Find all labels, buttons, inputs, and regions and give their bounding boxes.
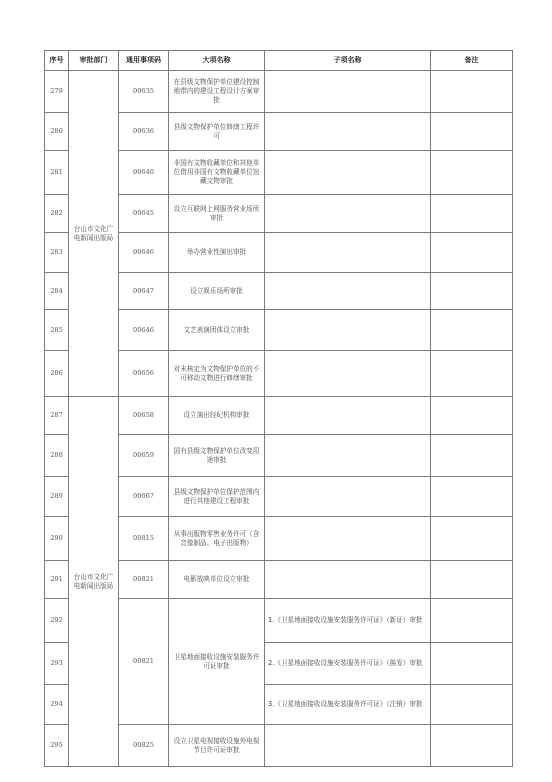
item-cell: 举办营业性演出审批 [169,233,265,273]
note-cell [431,195,513,233]
sub-cell [265,71,431,113]
item-cell: 电影放映单位设立审批 [169,561,265,599]
sub-cell: 3.《卫星地面接收设施安装服务许可证》（注销）审批 [265,685,431,725]
item-cell: 卫星地面接收设施安装服务许可证审批 [169,599,265,725]
code-cell: 00636 [119,113,169,151]
seq-cell: 285 [45,310,69,351]
note-cell [431,599,513,643]
code-cell: 00635 [119,71,169,113]
item-cell: 文艺表演团体设立审批 [169,310,265,351]
note-cell [431,643,513,685]
sub-cell [265,351,431,397]
code-cell: 00647 [119,273,169,310]
sub-cell [265,195,431,233]
sub-cell [265,273,431,310]
seq-cell: 295 [45,725,69,767]
code-cell: 00640 [119,151,169,195]
header-dept: 审批部门 [69,51,119,71]
seq-cell: 281 [45,151,69,195]
note-cell [431,310,513,351]
sub-cell [265,435,431,477]
seq-cell: 292 [45,599,69,643]
sub-cell [265,477,431,517]
seq-cell: 280 [45,113,69,151]
note-cell [431,725,513,767]
header-note: 备注 [431,51,513,71]
item-cell: 非国有文物收藏单位和其他单位借用非国有文物收藏单位馆藏文物审批 [169,151,265,195]
note-cell [431,273,513,310]
code-cell: 00659 [119,435,169,477]
code-cell: 00646 [119,310,169,351]
item-cell: 从事出版物零售业务许可（含音像制品、电子出版物） [169,517,265,561]
note-cell [431,685,513,725]
table-row [45,397,513,435]
table-row [45,71,513,113]
seq-cell: 284 [45,273,69,310]
item-cell: 在县级文物保护单位建设控制地带内的建设工程设计方案审批 [169,71,265,113]
sub-cell [265,517,431,561]
code-cell: 00658 [119,397,169,435]
code-cell: 00646 [119,233,169,273]
sub-cell [265,233,431,273]
sub-cell [265,113,431,151]
code-cell: 00821 [119,561,169,599]
note-cell [431,71,513,113]
code-cell: 00645 [119,195,169,233]
sub-cell [265,310,431,351]
seq-cell: 287 [45,397,69,435]
seq-cell: 289 [45,477,69,517]
item-cell: 设立娱乐场所审批 [169,273,265,310]
code-cell: 00821 [119,599,169,725]
item-cell: 县级文物保护单位修缮工程许可 [169,113,265,151]
note-cell [431,435,513,477]
note-cell [431,113,513,151]
seq-cell: 279 [45,71,69,113]
sub-cell [265,561,431,599]
code-cell: 00825 [119,725,169,767]
sub-cell [265,725,431,767]
note-cell [431,397,513,435]
note-cell [431,517,513,561]
code-cell: 00815 [119,517,169,561]
note-cell [431,151,513,195]
sub-cell: 1.《卫星地面接收设施安装服务许可证》（新证）审批 [265,599,431,643]
code-cell: 00656 [119,351,169,397]
sub-cell: 2.《卫星地面接收设施安装服务许可证》（换发）审批 [265,643,431,685]
header-item: 大项名称 [169,51,265,71]
note-cell [431,351,513,397]
header-seq: 序号 [45,51,69,71]
seq-cell: 290 [45,517,69,561]
seq-cell: 288 [45,435,69,477]
sub-cell [265,151,431,195]
seq-cell: 283 [45,233,69,273]
item-cell: 县级文物保护单位保护范围内进行其他建设工程审批 [169,477,265,517]
item-cell: 设立演出经纪机构审批 [169,397,265,435]
item-cell: 对未核定为文物保护单位的不可移动文物进行修缮审批 [169,351,265,397]
seq-cell: 282 [45,195,69,233]
note-cell [431,233,513,273]
note-cell [431,477,513,517]
approval-items-table [44,50,513,767]
item-cell: 设立卫星电视接收设施外电视节目许可证审批 [169,725,265,767]
item-cell: 设立互联网上网服务营业场所审批 [169,195,265,233]
code-cell: 00667 [119,477,169,517]
seq-cell: 293 [45,643,69,685]
item-cell: 国有县级文物保护单位改变用途审批 [169,435,265,477]
seq-cell: 291 [45,561,69,599]
header-sub: 子项名称 [265,51,431,71]
dept-cell: 台山市文化广电新闻出版局 [69,397,119,767]
note-cell [431,561,513,599]
header-row [45,51,513,71]
header-code: 通用事项码 [119,51,169,71]
seq-cell: 294 [45,685,69,725]
seq-cell: 286 [45,351,69,397]
sub-cell [265,397,431,435]
dept-cell: 台山市文化广电新闻出版局 [69,71,119,397]
